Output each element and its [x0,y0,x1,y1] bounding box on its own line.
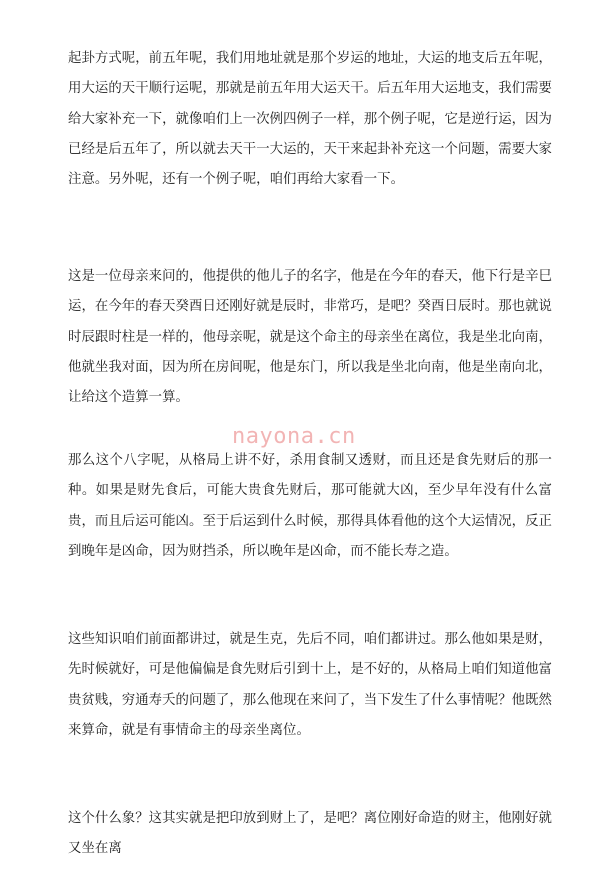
paragraph-3: 那么这个八字呢，从格局上讲不好，杀用食制又透财，而且还是食先财后的那一种。如果是财先食后，可能大贵食先财后，那可能就大凶，至少早年没有什么富贵，而且后运可能凶。至于后运到什么时候，那得具体看他的这个大运情况，反正到晚年是凶命，因为财挡杀，所以晚年是凶命，而不能长寿之造。 [68,453,552,559]
watermark: nayona.cn [232,424,356,449]
paragraph-1: 起卦方式呢，前五年呢，我们用地址就是那个岁运的地址，大运的地支后五年呢，用大运的天干顺行运呢，那就是前五年用大运天干。后五年用大运地支，我们需要给大家补充一下，就像咱们上一次例四例子一样，那个例子呢，它是逆行运，因为已经是后五年了，所以就去天干一大运的，天干来起卦补充这一个问题，需要大家注意。另外呢，还有一个例子呢，咱们再给大家看一下。 [68,51,552,188]
paragraph-4: 这些知识咱们前面都讲过，就是生克，先后不同，咱们都讲过。那么他如果是财，先时候就好，可是他偏偏是食先财后引到十上，是不好的，从格局上咱们知道他富贵贫贱，穷通寿夭的问题了，那么他现在来问了，当下发生了什么事情呢？他既然来算命，就是有事情命主的母亲坐离位。 [68,632,552,738]
paragraph-2: 这是一位母亲来问的，他提供的他儿子的名字，他是在今年的春天，他下行是辛巳运，在今年的春天癸酉日还刚好就是辰时，非常巧，是吧？癸酉日辰时。那也就说时辰跟时柱是一样的，他母亲呢，就是这个命主的母亲坐在离位，我是坐北向南，他就坐我对面，因为所在房间呢，他是东门，所以我是坐北向南，他是坐南向北，让给这个造算一算。 [68,269,552,406]
paragraph-5: 这个什么象？这其实就是把印放到财上了，是吧？离位刚好命造的财主，他刚好就又坐在离 [68,811,552,857]
